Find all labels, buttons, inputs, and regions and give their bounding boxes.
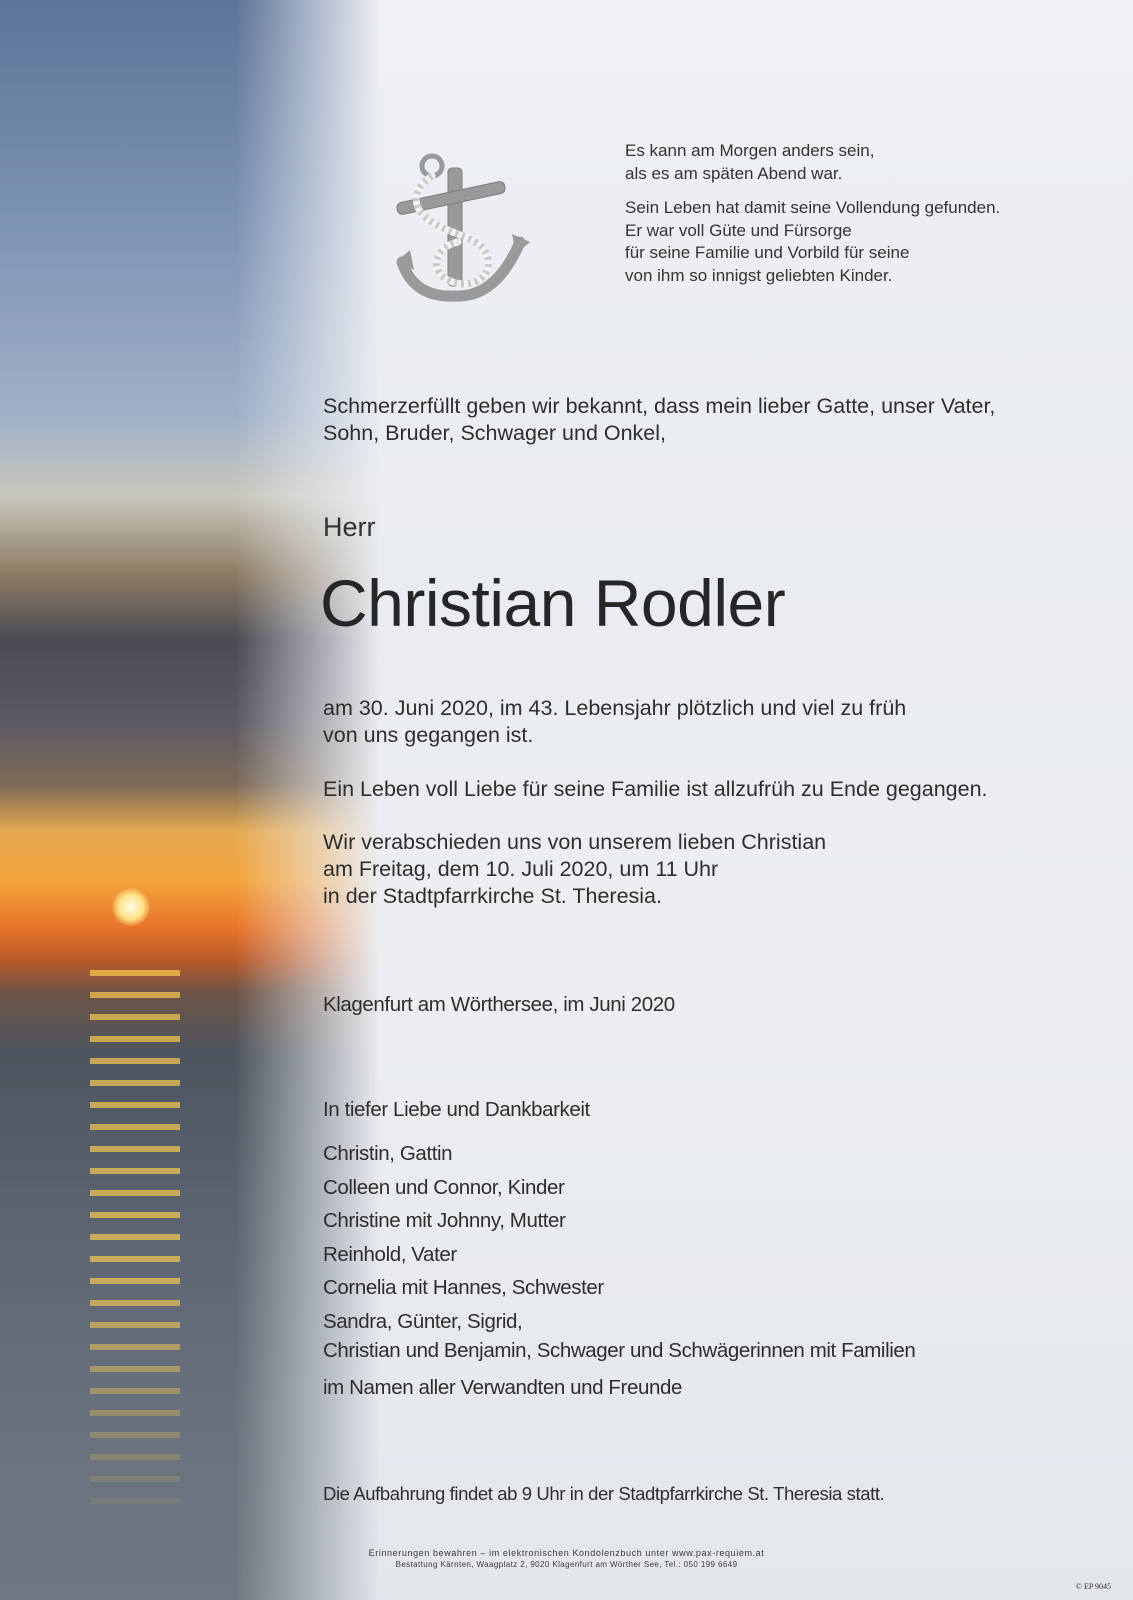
announcement-text	[323, 393, 1103, 447]
sun-reflection	[90, 970, 180, 1530]
deceased-name: Christian Rodler	[320, 566, 786, 640]
motto-line: Er war voll Güte und Fürsorge	[625, 220, 852, 240]
motto-line: als es am späten Abend war.	[625, 163, 843, 183]
mourner: Colleen und Connor, Kinder	[323, 1175, 565, 1199]
farewell-line: Wir verabschieden uns von unserem lieben Christian	[323, 830, 827, 854]
farewell-line: in der Stadtpfarrkirche St. Theresia.	[323, 884, 662, 908]
announcement-line: Schmerzerfüllt geben wir bekannt, dass mein lieber Gatte, unser Vater,	[323, 394, 996, 418]
death-line: am 30. Juni 2020, im 43. Lebensjahr plötzlich und viel zu früh	[323, 696, 907, 720]
footer-address: Bestattung Kärnten, Waagplatz 2, 9020 Klagenfurt am Wörther See, Tel.: 050 199 6649	[395, 1560, 738, 1569]
viewing-notice	[323, 1480, 1103, 1507]
motto-line: Es kann am Morgen anders sein,	[625, 141, 875, 160]
salutation: Herr	[323, 512, 376, 542]
death-line: von uns gegangen ist.	[323, 723, 534, 747]
viewing-line: Die Aufbahrung findet ab 9 Uhr in der Stadtpfarrkirche St. Theresia statt.	[323, 1483, 885, 1504]
mourners-intro: In tiefer Liebe und Dankbarkeit	[323, 1098, 590, 1121]
announcement-line: Sohn, Bruder, Schwager und Onkel,	[323, 421, 667, 445]
tribute-text	[323, 776, 1103, 803]
sun	[112, 888, 150, 926]
mourners-list	[323, 1098, 1103, 1400]
motto-verse	[625, 140, 1105, 287]
mourner: Christin, Gattin	[323, 1142, 453, 1165]
death-notice	[323, 695, 1103, 749]
farewell-text	[323, 829, 1103, 910]
mourner: Reinhold, Vater	[323, 1242, 457, 1266]
mourner: Christian und Benjamin, Schwager und Schwägerinnen mit Familien	[323, 1339, 916, 1362]
mourner: Sandra, Günter, Sigrid,	[323, 1309, 523, 1333]
motto-line: von ihm so innigst geliebten Kinder.	[625, 265, 893, 285]
place-date	[323, 991, 1103, 1018]
tribute-line: Ein Leben voll Liebe für seine Familie ist allzufrüh zu Ende gegangen.	[323, 777, 988, 801]
motto-line: für seine Familie und Vorbild für seine	[625, 243, 910, 262]
anchor-with-rope-icon	[392, 150, 532, 305]
motto-line: Sein Leben hat damit seine Vollendung gefunden.	[625, 198, 1001, 217]
mourner: Cornelia mit Hannes, Schwester	[323, 1276, 604, 1299]
footer-condolence: Erinnerungen bewahren – im elektronischen Kondolenzbuch unter www.pax-requiem.at	[368, 1548, 765, 1558]
mourner: Christine mit Johnny, Mutter	[323, 1209, 566, 1232]
print-code: © EP 9045	[1075, 1582, 1111, 1591]
place-date-line: Klagenfurt am Wörthersee, im Juni 2020	[323, 993, 675, 1016]
farewell-line: am Freitag, dem 10. Juli 2020, um 11 Uhr	[323, 857, 719, 881]
mourners-closing: im Namen aller Verwandten und Freunde	[323, 1376, 682, 1399]
